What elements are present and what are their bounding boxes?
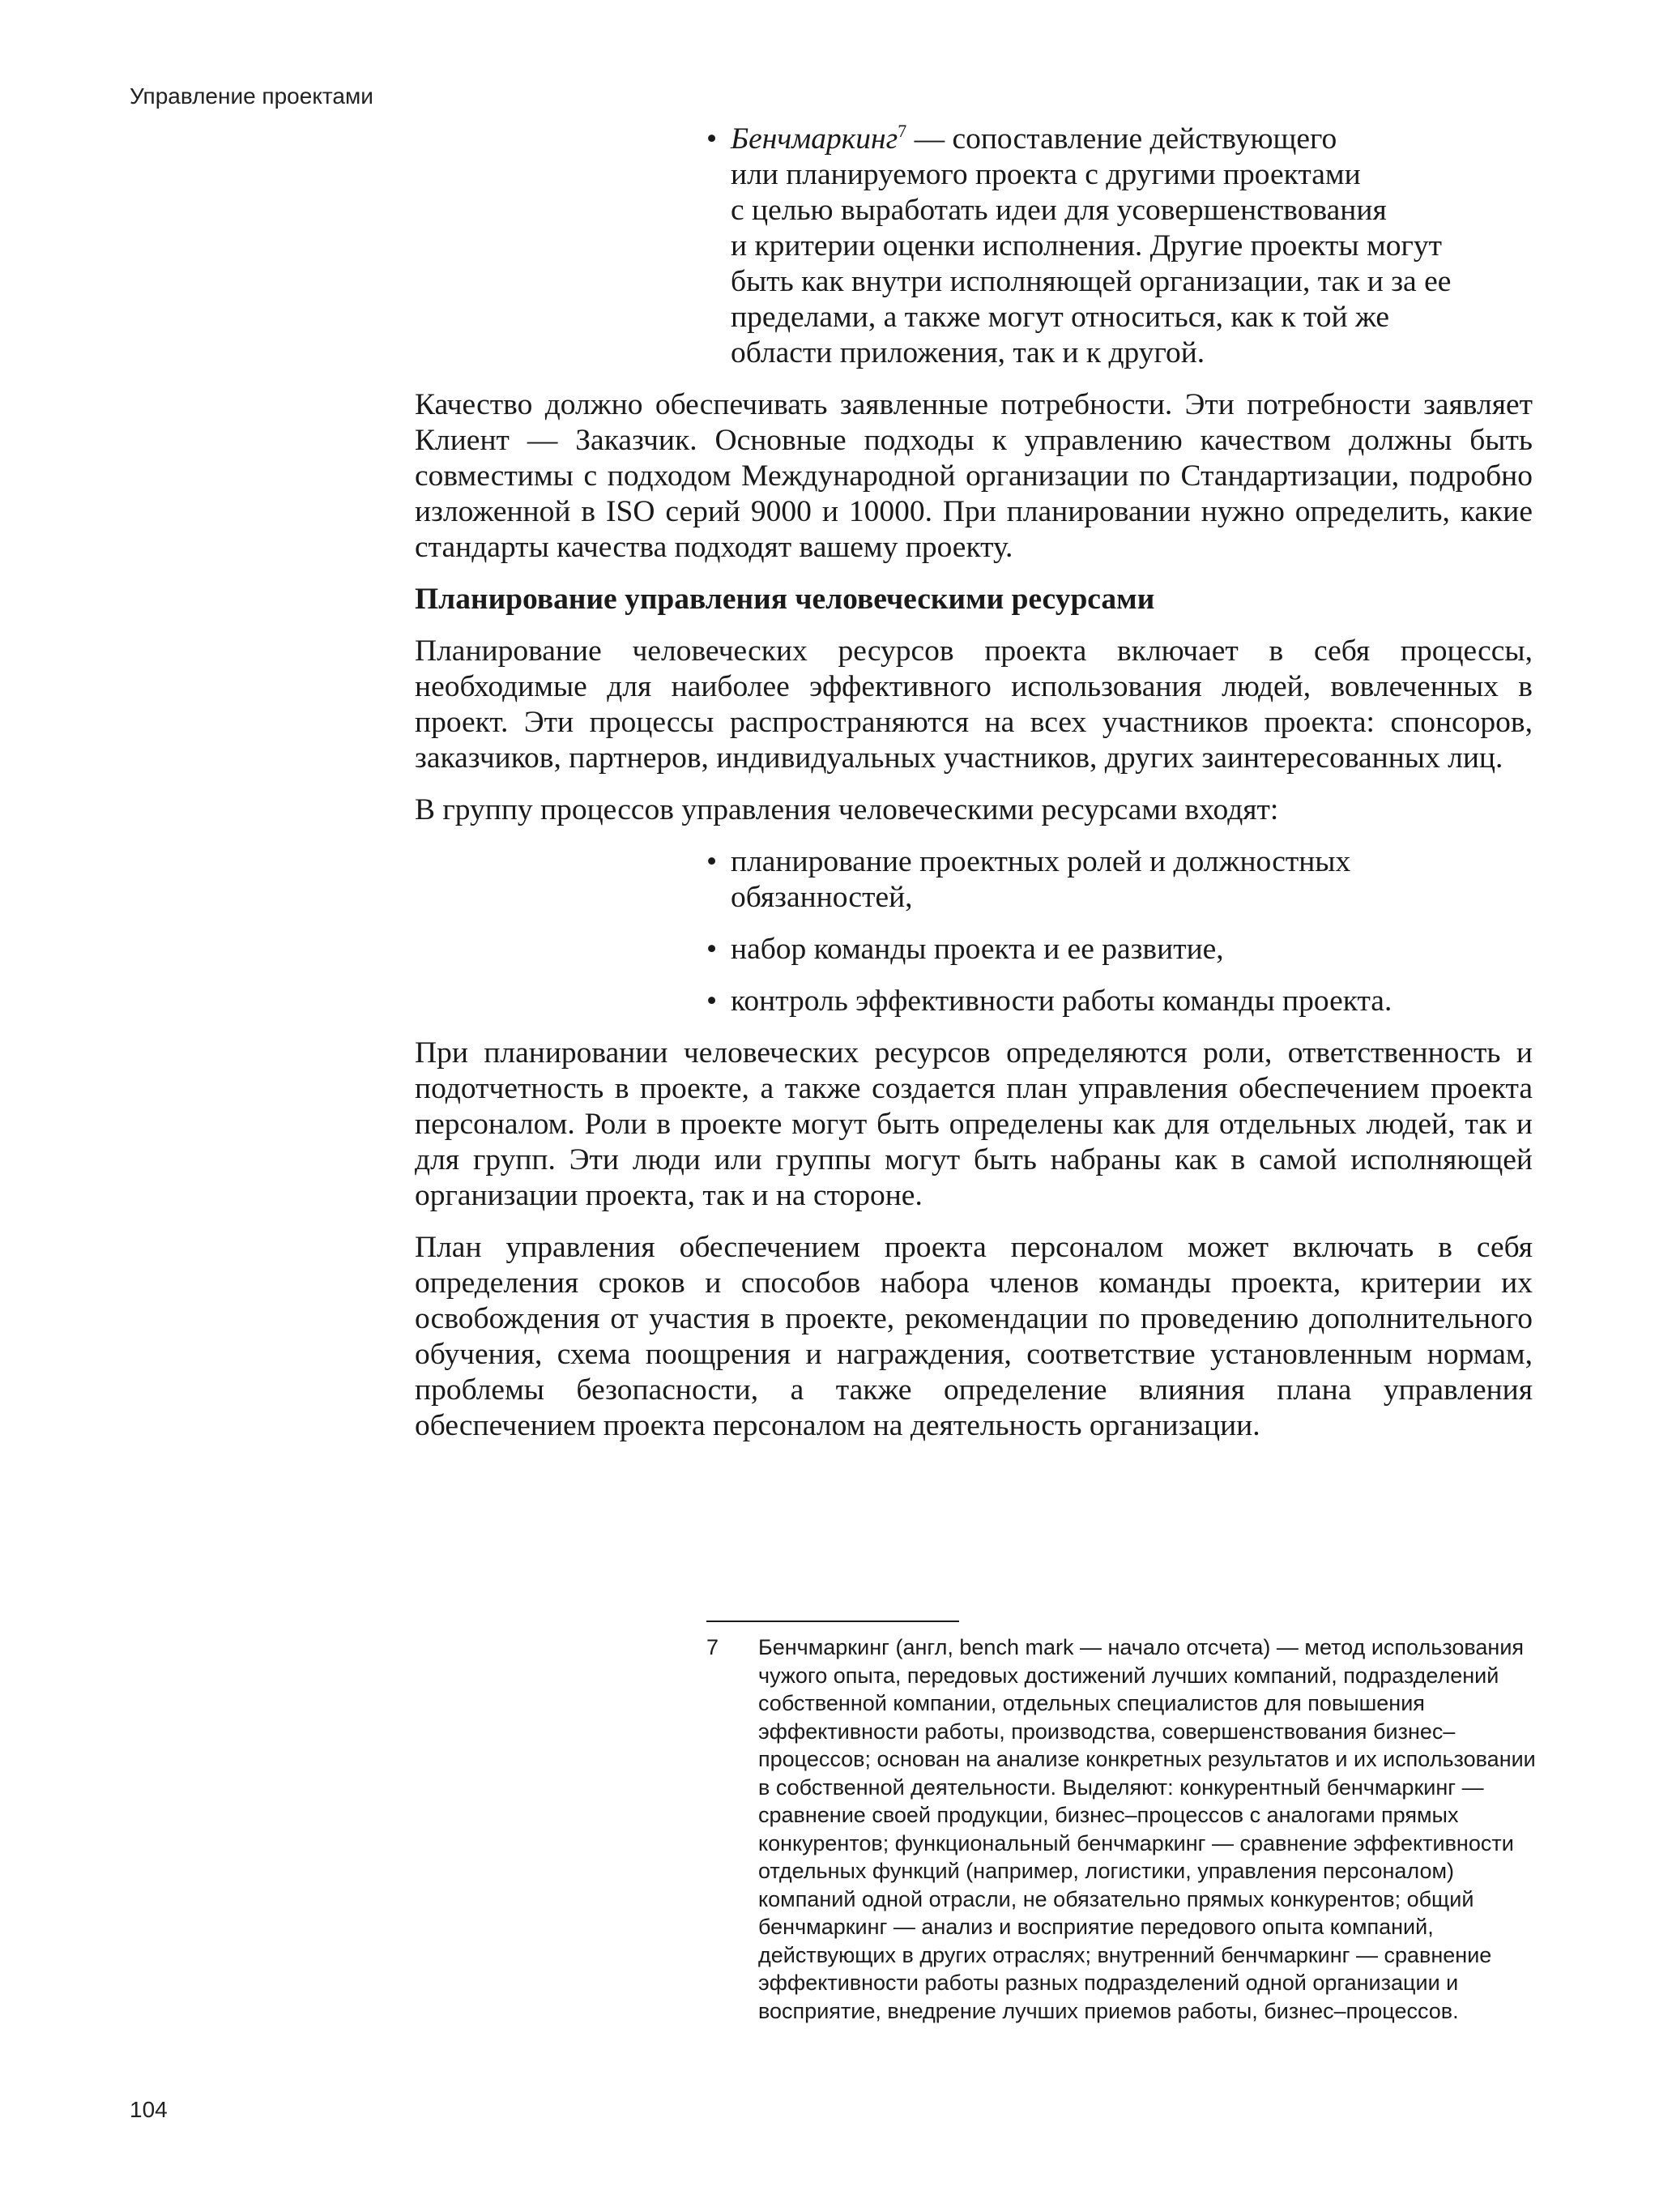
definition-line: пределами, а также могут относиться, как к той же xyxy=(731,301,1390,334)
list-item xyxy=(706,932,1460,967)
main-text xyxy=(415,122,1533,1460)
list-item-text: планирование проектных ролей и должностных обязанностей, xyxy=(731,845,1351,914)
definition-line: — сопоставление действующего xyxy=(906,122,1337,156)
footnote-number: 7 xyxy=(706,1635,719,1659)
group-intro-paragraph: В группу процессов управления человеческими ресурсами входят: xyxy=(415,793,1279,826)
list-item xyxy=(706,984,1460,1019)
bullet-dot: • xyxy=(706,984,718,1018)
roles-paragraph: При планировании человеческих ресурсов определяются роли, ответственность и подотчетность в проекте, а также создается план управления обеспечением проекта персоналом. Роли в проекте могут быть определены как для отдельных людей, так и для групп. Эти люди или группы могут быть набраны как в самой исполняющей организации проекта, так и на стороне. xyxy=(415,1036,1533,1212)
definition-line: области приложения, так и к другой. xyxy=(731,336,1205,369)
list-item-text: набор команды проекта и ее развитие, xyxy=(731,933,1224,966)
hr-process-list xyxy=(706,844,1516,1019)
benchmarking-bullet xyxy=(706,122,1533,371)
plan-paragraph: План управления обеспечением проекта персоналом может включать в себя определения сроков и способов набора членов команды проекта, критерии их освобождения от участия в проекте, рекомендации по проведению дополнительного обучения, схема поощрения и награждения, соответствие установленным нормам, проблемы безопасности, а также определение влияния плана управления обеспечением проекта персоналом на деятельность организации. xyxy=(415,1231,1533,1442)
definition-line: или планируемого проекта с другими проектами xyxy=(731,158,1361,191)
footnote-ref: 7 xyxy=(898,121,907,141)
definition-line: и критерии оценки исполнения. Другие проекты могут xyxy=(731,229,1442,263)
list-item-text: контроль эффективности работы команды проекта. xyxy=(731,984,1392,1018)
bullet-dot: • xyxy=(706,933,718,966)
bullet-dot: • xyxy=(706,122,718,156)
benchmarking-bullet-list xyxy=(706,122,1516,371)
bullet-dot: • xyxy=(706,845,718,878)
footnote-divider xyxy=(706,1621,959,1622)
list-item xyxy=(706,844,1460,916)
definition-line: с целью выработать идеи для усовершенствования xyxy=(731,194,1387,227)
benchmarking-definition xyxy=(731,122,1451,369)
footnote xyxy=(706,1633,1541,2025)
page-number: 104 xyxy=(130,2097,168,2122)
running-head: Управление проектами xyxy=(130,83,373,109)
footnote-text: Бенчмаркинг (англ, bench mark — начало отсчета) — метод использования чужого опыта, передовых достижений лучших компаний, подразделений собственной компании, отдельных специалистов для повышения эффективности работы, производства, совершенствования бизнес–процессов; основан на анализе конкретных результатов и их использовании в собственной деятельности. Выделяют: конкурентный бенчмаркинг — сравнение своей продукции, бизнес–процессов с аналогами прямых конкурентов; функциональный бенчмаркинг — сравнение эффективности отдельных функций (например, логистики, управления персоналом) компаний одной отрасли, не обязательно прямых конкурентов; общий бенчмаркинг — анализ и восприятие передового опыта компаний, действующих в других отраслях; внутренний бенчмаркинг — сравнение эффективности работы разных подразделений одной организации и восприятие, внедрение лучших приемов работы, бизнес–процессов. xyxy=(758,1635,1536,2023)
definition-line: быть как внутри исполняющей организации, так и за ее xyxy=(731,265,1452,298)
section-heading: Планирование управления человеческими ресурсами xyxy=(415,583,1155,616)
benchmarking-term: Бенчмаркинг xyxy=(731,122,898,156)
quality-paragraph: Качество должно обеспечивать заявленные потребности. Эти потребности заявляет Клиент — Заказчик. Основные подходы к управлению качеством должны быть совместимы с подходом Международной организации по Стандартизации, подробно изложенной в ISO серий 9000 и 10000. При планировании нужно определить, какие стандарты качества подходят вашему проекту. xyxy=(415,388,1533,564)
hr-intro-paragraph: Планирование человеческих ресурсов проекта включает в себя процессы, необходимые для наиболее эффективного использования людей, вовлеченных в проект. Эти процессы распространяются на всех участников проекта: спонсоров, заказчиков, партнеров, индивидуальных участников, других заинтересованных лиц. xyxy=(415,634,1533,775)
